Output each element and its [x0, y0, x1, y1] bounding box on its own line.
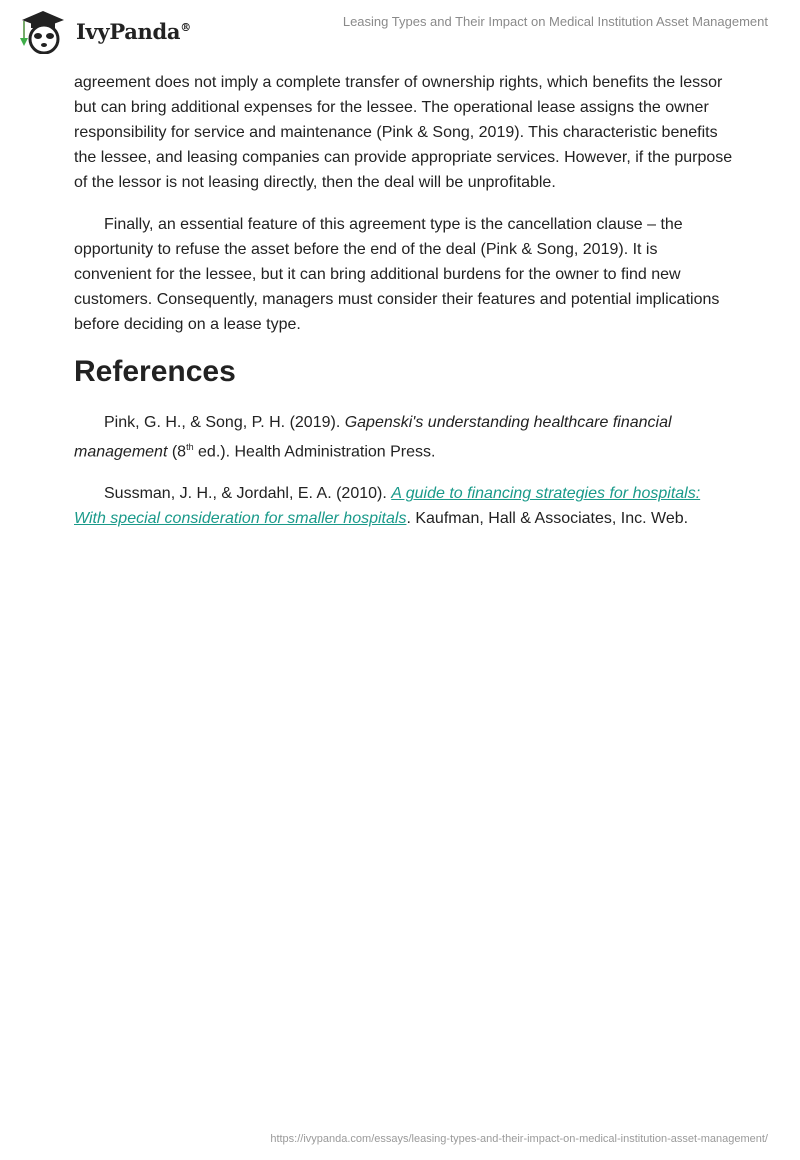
panda-graduate-icon: [16, 8, 70, 54]
logo-text: IvyPanda®: [76, 18, 191, 44]
reference-link[interactable]: A guide to financing strategies for hospitals: With special consideration for smaller hospitals: [74, 485, 701, 528]
logo[interactable]: [16, 8, 191, 54]
footer-url[interactable]: https://ivypanda.com/essays/leasing-types-and-their-impact-on-medical-institution-asset-management/: [270, 1133, 768, 1145]
reference-item: Pink, G. H., & Song, P. H. (2019). Gapenski's understanding healthcare financial management (8th ed.). Health Administration Press.: [74, 414, 672, 461]
document-body: [74, 70, 734, 548]
body-paragraph: agreement does not imply a complete transfer of ownership rights, which benefits the lessor but can bring additional expenses for the lessee. The operational lease assigns the owner responsibility for service and maintenance (Pink & Song, 2019). This characteristic benefits the lessee, and leasing companies can provide appropriate services. However, if the purpose of the lessor is not leasing directly, then the deal will be unprofitable.: [74, 74, 733, 191]
document-title: Leasing Types and Their Impact on Medical Institution Asset Management: [342, 14, 768, 29]
reference-item: Sussman, J. H., & Jordahl, E. A. (2010). A guide to financing strategies for hospitals: With special consideration for smaller hospitals. Kaufman, Hall & Associates, Inc. Web.: [74, 485, 701, 528]
references-heading: References: [74, 355, 236, 388]
body-paragraph: Finally, an essential feature of this agreement type is the cancellation clause – the opportunity to refuse the asset before the end of the deal (Pink & Song, 2019). It is convenient for the lessee, but it can bring additional burdens for the owner to find new customers. Consequently, managers must consider their features and potential implications before deciding on a lease type.: [74, 216, 720, 333]
